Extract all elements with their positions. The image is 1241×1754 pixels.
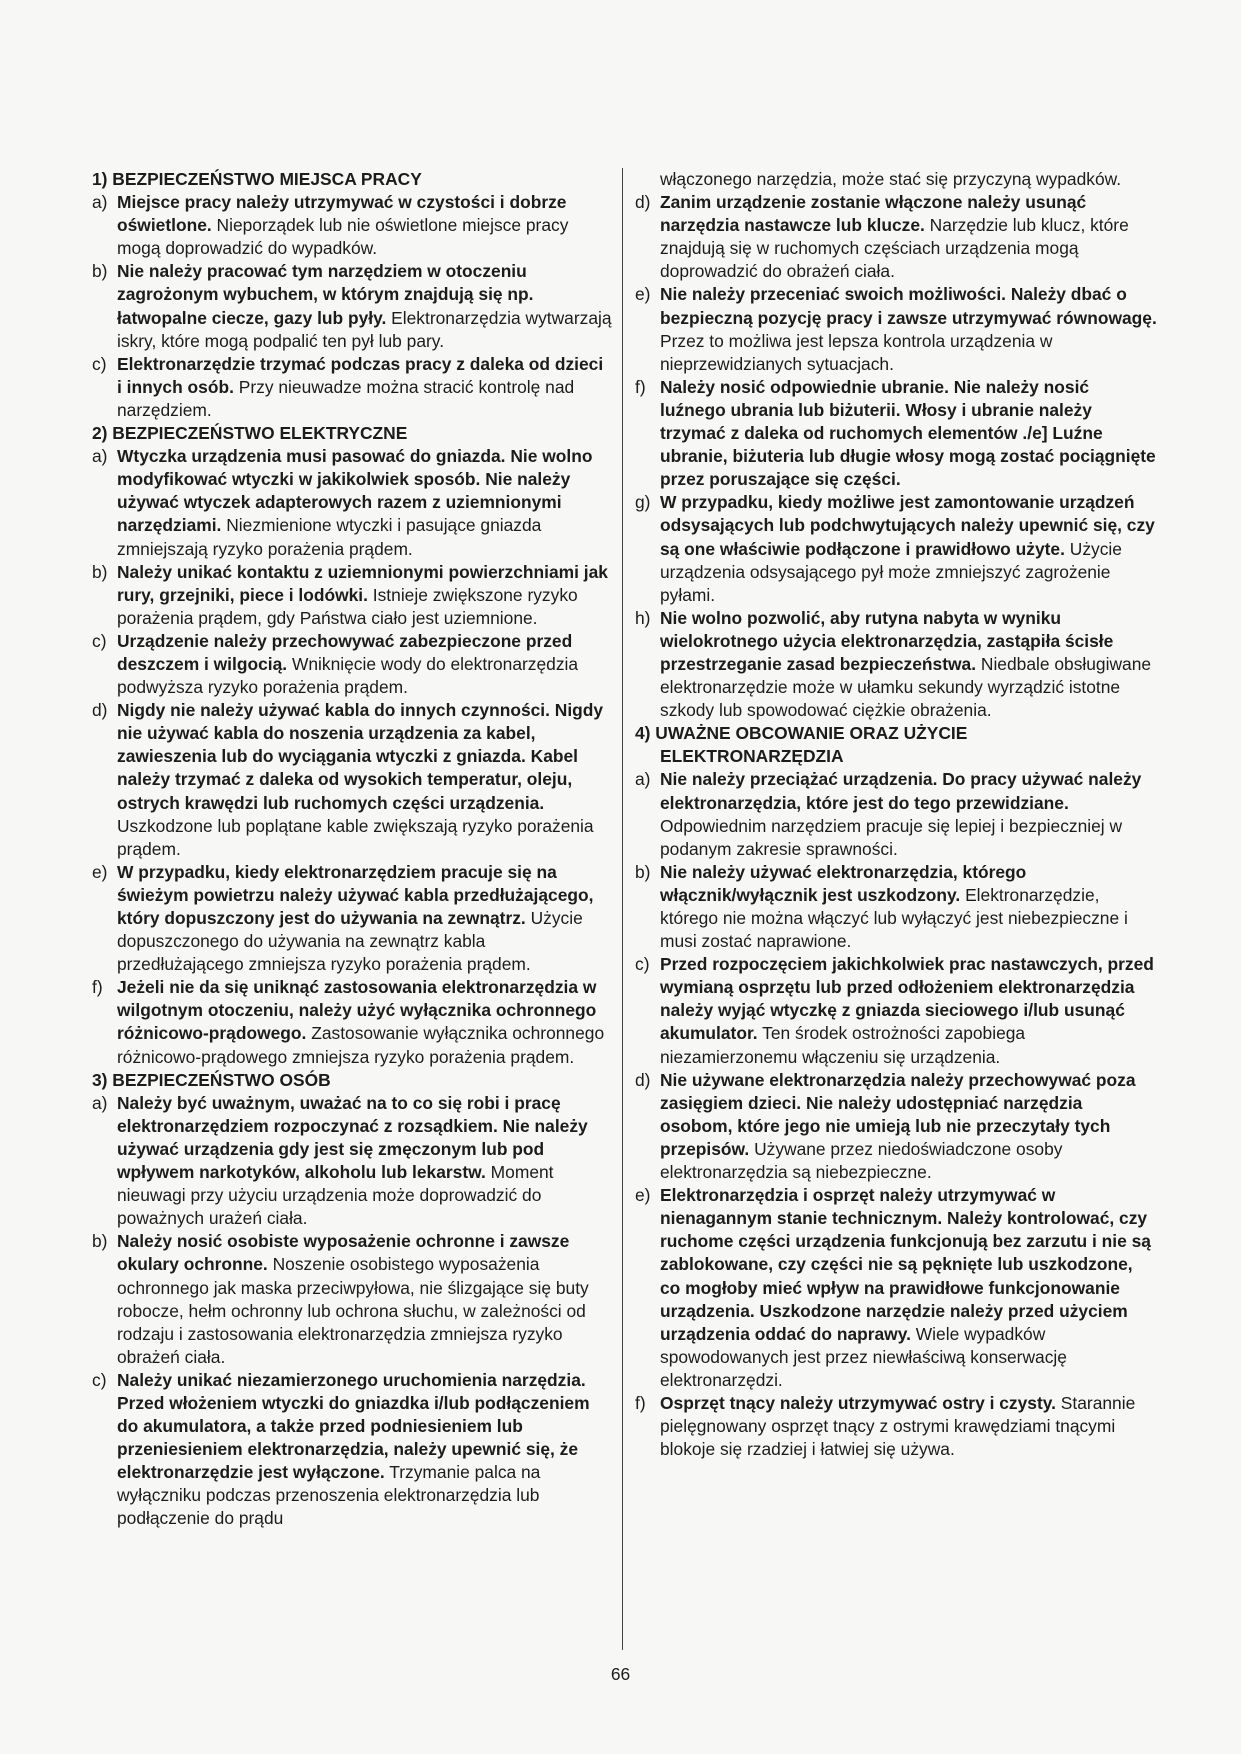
list-item	[635, 491, 1157, 606]
list-item	[635, 191, 1157, 283]
list-item	[635, 1069, 1157, 1184]
item-label: e)	[92, 861, 108, 882]
item-label: h)	[635, 607, 651, 628]
item-bold-text: Nie należy używać elektronarzędzia, którego włącznik/wyłącznik jest uszkodzony.	[660, 861, 1027, 905]
list-item	[92, 1092, 612, 1231]
item-text: Uszkodzone lub poplątane kable zwiększają ryzyko porażenia prądem.	[117, 815, 594, 859]
section-heading-tool-use	[635, 722, 1157, 768]
item-text: Nieporządek lub nie oświetlone miejsce pracy mogą doprowadzić do wypadków.	[117, 215, 569, 259]
list-item	[92, 976, 612, 1068]
list-item	[635, 768, 1157, 860]
item-bold-text: Należy unikać kontaktu z uziemnionymi powierzchniami jak rury, grzejniki, piece i lodówki.	[117, 561, 608, 605]
item-text: Niezmienione wtyczki i pasujące gniazda zmniejszają ryzyko porażenia prądem.	[117, 515, 542, 559]
list-item	[92, 630, 612, 699]
list-item	[635, 953, 1157, 1068]
item-bold-text: Urządzenie należy przechowywać zabezpieczone przed deszczem i wilgocią.	[117, 630, 573, 674]
item-text: Użycie dopuszczonego do używania na zewnątrz kabla przedłużającego zmniejsza ryzyko porażenia prądem.	[117, 908, 583, 975]
item-bold-text: W przypadku, kiedy elektronarzędziem pracuje się na świeżym powietrzu należy używać kabla przedłużającego, który dopuszczony jest do używania na zewnątrz.	[117, 861, 594, 928]
item-label: f)	[635, 376, 646, 397]
item-text: Trzymanie palca na wyłączniku podczas przenoszenia elektronarzędzia lub podłączenie do prądu	[117, 1462, 541, 1529]
list-item	[635, 376, 1157, 491]
list-item	[635, 283, 1157, 375]
item-text: Użycie urządzenia odsysającego pył może zmniejszyć zagrożenie pyłami.	[660, 538, 1122, 605]
item-label: b)	[92, 561, 108, 582]
list-item	[92, 191, 612, 260]
item-text: Przez to możliwa jest lepsza kontrola urządzenia w nieprzewidzianych sytuacjach.	[660, 330, 1053, 374]
item-text: Starannie pielęgnowany osprzęt tnący z ostrymi krawędziami tnącymi blokoje się rzadziej i łatwiej się używa.	[660, 1392, 1136, 1460]
item-text: Odpowiednim narzędziem pracuje się lepiej i bezpieczniej w podanym zakresie sprawności.	[660, 815, 1123, 859]
item-bold-text: Wtyczka urządzenia musi pasować do gniazda. Nie wolno modyfikować wtyczki w jakikolwiek sposób. Nie należy używać wtyczek adapterowych razem z uziemnionymi narzędziami.	[117, 446, 593, 536]
item-label: e)	[635, 1185, 651, 1206]
item-bold-text: Nigdy nie należy używać kabla do innych czynności. Nigdy nie używać kabla do noszenia urządzenia za kabel, zawieszenia lub do wyciągania wtyczki z gniazda. Kabel należy trzymać z daleka od wysokich temperatur, oleju, ostrych krawędzi lub ruchomych części urządzenia.	[117, 700, 604, 813]
item-label: c)	[92, 1369, 107, 1390]
item-bold-text: Nie wolno pozwolić, aby rutyna nabyta w wyniku wielokrotnego użycia elektronarzędzia, zastąpiła ścisłe przestrzeganie zasad bezpieczeństwa.	[660, 607, 1114, 674]
list-item	[635, 1392, 1157, 1461]
page-number: 66	[610, 1664, 631, 1684]
item-bold-text: Należy być uważnym, uważać na to co się robi i pracę elektronarzędziem rozpoczynać z rozsądkiem. Nie należy używać urządzenia gdy jest się zmęczonym lub pod wpływem narkotyków, alkoholu lub lekarstw.	[117, 1092, 588, 1183]
item-label: a)	[92, 446, 108, 467]
item-text: Narzędzie lub klucz, które znajdują się w ruchomych częściach urządzenia mogą doprowadzić do obrażeń ciała.	[660, 215, 1129, 282]
item-bold-text: Zanim urządzenie zostanie włączone należy usunąć narzędzia nastawcze lub klucze.	[660, 192, 1087, 236]
item-bold-text: Jeżeli nie da się uniknąć zastosowania elektronarzędzia w wilgotnym otoczeniu, należy użyć wyłącznika ochronnego różnicowo-prądowego.	[117, 977, 597, 1044]
list-item	[635, 861, 1157, 953]
item-bold-text: Miejsce pracy należy utrzymywać w czystości i dobrze oświetlone.	[117, 192, 567, 236]
item-bold-text: Przed rozpoczęciem jakichkolwiek prac nastawczych, przed wymianą osprzętu lub przed odłożeniem elektronarzędzia należy wyjąć wtyczkę z gniazda sieciowego i/lub usunąć akumulator.	[660, 954, 1154, 1044]
item-label: c)	[635, 954, 650, 975]
item-label: d)	[635, 192, 651, 213]
column-divider	[622, 168, 623, 1650]
item-bold-text: Należy nosić odpowiednie ubranie. Nie należy nosić luźnego ubrania lub biżuterii. Włosy i ubranie należy trzymać z daleka od ruchomych elementów ./e] Luźne ubranie, biżuteria lub długie włosy mogą zostać pociągnięte przez poruszające się części.	[660, 376, 1156, 490]
item-label: c)	[92, 630, 107, 651]
item-text: Ten środek ostrożności zapobiega niezamierzonemu włączeniu się urządzenia.	[660, 1023, 1026, 1067]
item-label: b)	[92, 1231, 108, 1252]
item-label: g)	[635, 492, 651, 513]
list-item	[92, 353, 612, 422]
list-item	[92, 699, 612, 861]
list-item	[635, 1184, 1157, 1392]
item-label: f)	[635, 1392, 646, 1413]
item-label: a)	[635, 769, 651, 790]
item-text: Zastosowanie wyłącznika ochronnego różnicowo-prądowego zmniejsza ryzyko porażenia prądem.	[117, 1023, 605, 1067]
item-label: b)	[635, 861, 651, 882]
right-column	[635, 168, 1157, 1461]
list-item	[92, 445, 612, 560]
list-item	[635, 607, 1157, 722]
item-bold-text: Elektronarzędzie trzymać podczas pracy z daleka od dzieci i innych osób.	[117, 353, 604, 397]
item-bold-text: Nie należy przeceniać swoich możliwości. Należy dbać o bezpieczną pozycję pracy i zawsze utrzymywać równowagę.	[660, 284, 1157, 328]
list-item	[92, 861, 612, 976]
item-bold-text: Nie należy pracować tym narzędziem w otoczeniu zagrożonym wybuchem, w którym znajdują się np. łatwopalne ciecze, gazy lub pyły.	[117, 261, 534, 328]
item-text: Elektronarzędzia wytwarzają iskry, które mogą podpalić ten pył lub pary.	[117, 307, 612, 351]
item-label: d)	[92, 700, 108, 721]
left-column	[92, 168, 612, 1531]
item-bold-text: Nie używane elektronarzędzia należy przechowywać poza zasięgiem dzieci. Nie należy udostępniać narzędzia osobom, które jego nie umieją lub nie przeczytały tych przepisów.	[660, 1069, 1136, 1159]
item-bold-text: Nie należy przeciążać urządzenia. Do pracy używać należy elektronarzędzia, które jest do tego przewidziane.	[660, 769, 1142, 813]
item-label: a)	[92, 1092, 108, 1113]
item-bold-text: W przypadku, kiedy możliwe jest zamontowanie urządzeń odsysających lub podchwytujących należy upewnić się, czy są one właściwie podłączone i prawidłowo użyte.	[660, 492, 1155, 559]
item-text: Istnieje zwiększone ryzyko porażenia prądem, gdy Państwa ciało jest uziemnione.	[117, 584, 578, 628]
item-bold-text: Należy unikać niezamierzonego uruchomienia narzędzia. Przed włożeniem wtyczki do gniazdka i/lub podłączeniem do akumulatora, a także przed podniesieniem lub przeniesieniem elektronarzędzia, należy upewnić się, że elektronarzędzie jest wyłączone.	[117, 1369, 590, 1483]
item-label: e)	[635, 284, 651, 305]
item-text: Noszenie osobistego wyposażenia ochronnego jak maska przeciwpyłowa, nie ślizgające się buty robocze, hełm ochronny lub ochrona słuchu, w zależności od rodzaju i zastosowania elektronarzędzia zmniejsza ryzyko obrażeń ciała.	[117, 1254, 589, 1367]
item-bold-text: Należy nosić osobiste wyposażenie ochronne i zawsze okulary ochronne.	[117, 1231, 570, 1275]
section-heading-electrical-safety: 2) BEZPIECZEŃSTWO ELEKTRYCZNE	[92, 423, 408, 444]
continued-text-content: włączonego narzędzia, może stać się przyczyną wypadków.	[660, 169, 1122, 189]
item-bold-text: Elektronarzędzia i osprzęt należy utrzymywać w nienagannym stanie technicznym. Należy kontrolować, czy ruchome części urządzenia funkcjonują bez zarzutu i nie są zablokowane, czy części nie są pęknięte lub uszkodzone, co mogłoby mieć wpływ na prawidłowe funkcjonowanie urządzenia. Uszkodzone narzędzie należy przed użyciem urządzenia oddać do naprawy.	[660, 1185, 1151, 1344]
list-item	[92, 260, 612, 352]
continued-text	[635, 168, 1157, 191]
item-label: d)	[635, 1069, 651, 1090]
section-heading-line-2: ELEKTRONARZĘDZIA	[660, 746, 844, 767]
item-label: c)	[92, 353, 107, 374]
item-label: b)	[92, 261, 108, 282]
section-heading-line-1: 4) UWAŻNE OBCOWANIE ORAZ UŻYCIE	[635, 723, 968, 744]
item-text: Wiele wypadków spowodowanych jest przez niewłaściwą konserwację elektronarzędzi.	[660, 1323, 1067, 1390]
item-text: Wniknięcie wody do elektronarzędzia podwyższa ryzyko porażenia prądem.	[117, 653, 579, 698]
item-text: Przy nieuwadze można stracić kontrolę nad narzędziem.	[117, 376, 575, 420]
item-text: Używane przez niedoświadczone osoby elektronarzędzia są niebezpieczne.	[660, 1138, 1063, 1183]
item-bold-text: Osprzęt tnący należy utrzymywać ostry i czysty.	[660, 1392, 1056, 1413]
item-label: a)	[92, 192, 108, 213]
item-text: Moment nieuwagi przy użyciu urządzenia może doprowadzić do poważnych urażeń ciała.	[117, 1162, 554, 1229]
section-heading-personal-safety: 3) BEZPIECZEŃSTWO OSÓB	[92, 1069, 331, 1090]
item-text: Elektronarzędzie, którego nie można włączyć lub wyłączyć jest niebezpieczne i musi zostać naprawione.	[660, 884, 1128, 952]
list-item	[92, 561, 612, 630]
item-label: f)	[92, 977, 103, 998]
list-item	[92, 1230, 612, 1369]
item-text: Niedbale obsługiwane elektronarzędzie może w ułamku sekundy wyrządzić istotne szkody lub spowodować ciężkie obrażenia.	[660, 653, 1152, 721]
section-heading-workplace-safety: 1) BEZPIECZEŃSTWO MIEJSCA PRACY	[92, 169, 422, 189]
list-item	[92, 1369, 612, 1531]
